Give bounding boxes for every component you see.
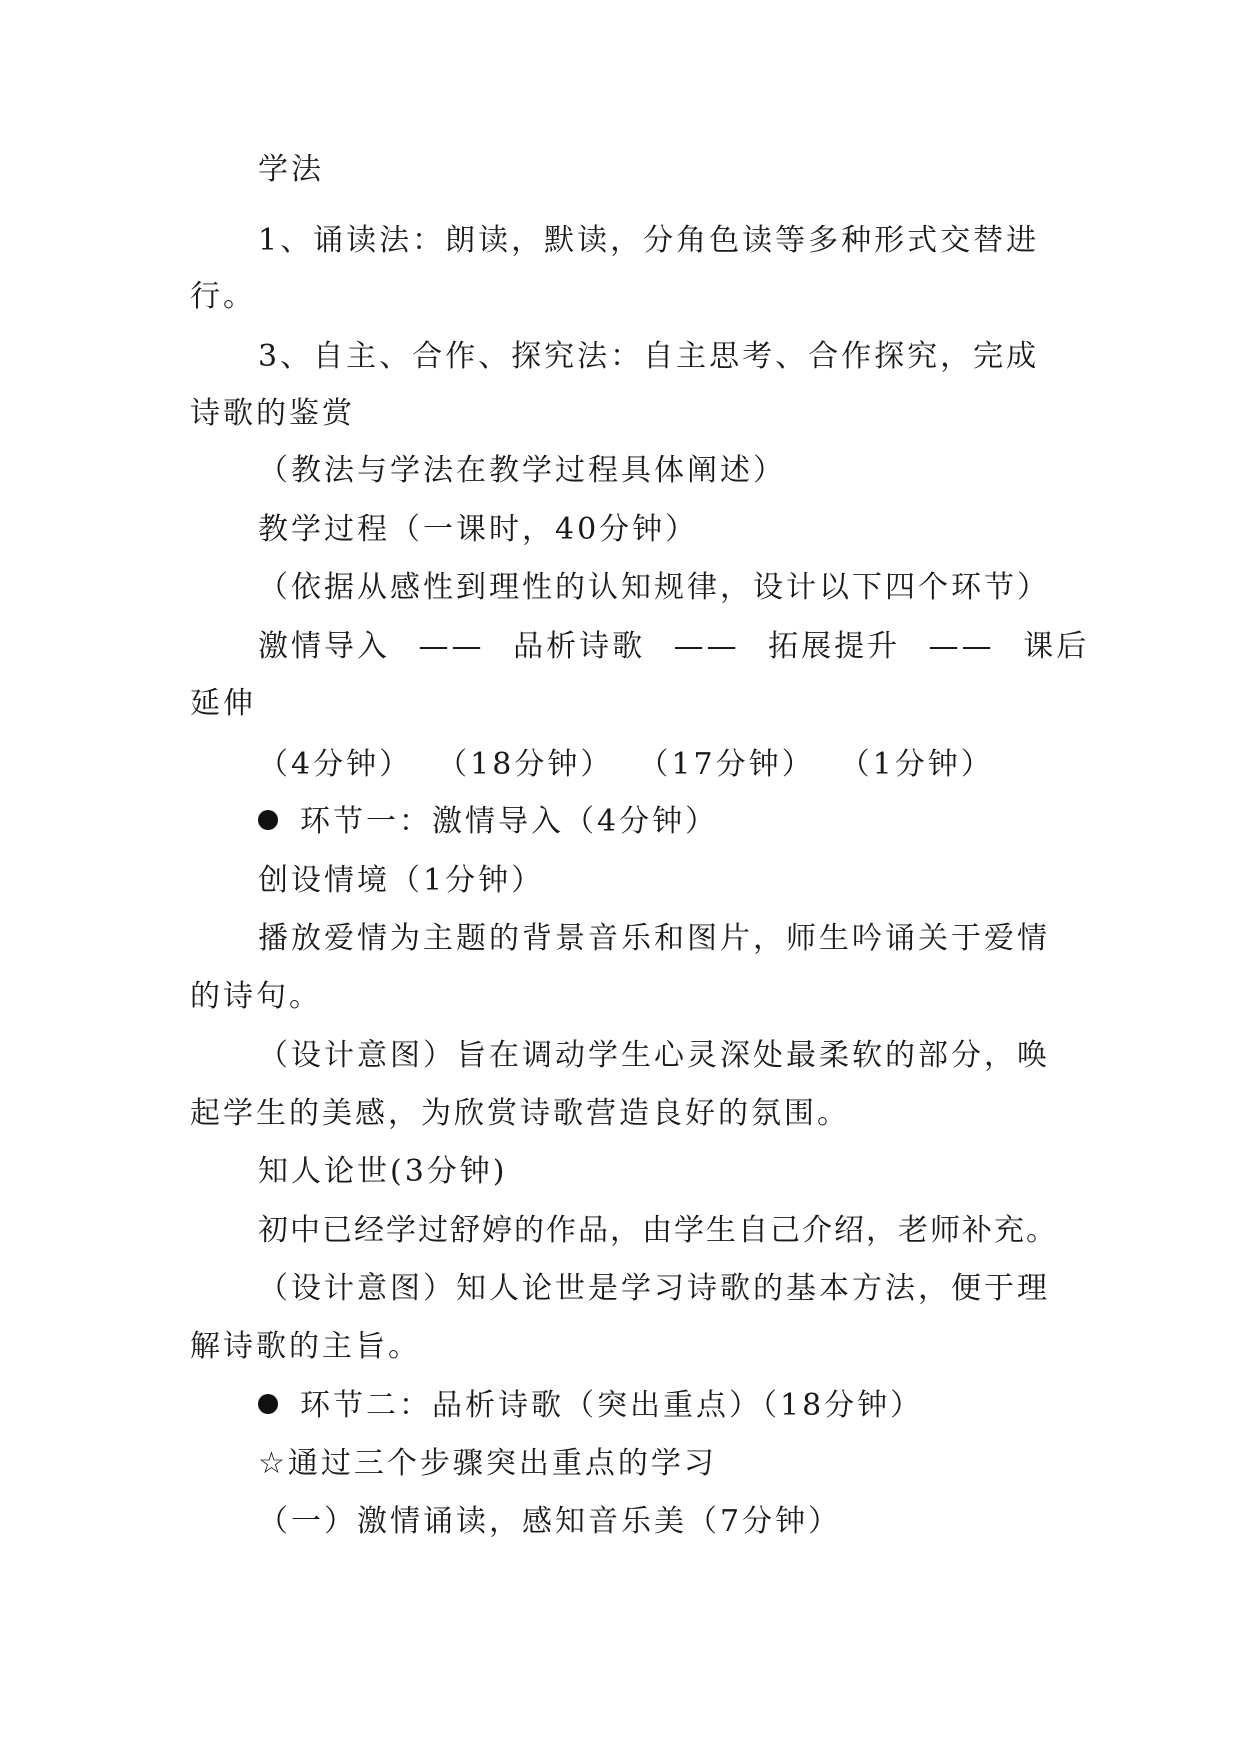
paragraph-line: （4分钟） （18分钟） （17分钟） （1分钟） xyxy=(258,747,994,782)
section-heading-text: 环节二：品析诗歌（突出重点）（18分钟） xyxy=(300,1388,924,1423)
paragraph-line: 3、自主、合作、探究法：自主思考、合作探究，完成 xyxy=(258,339,1040,374)
paragraph-line: （依据从感性到理性的认知规律，设计以下四个环节） xyxy=(258,570,1050,605)
star-line-text: 通过三个步骤突出重点的学习 xyxy=(287,1446,717,1481)
paragraph-line: （教法与学法在教学过程具体阐述） xyxy=(258,453,786,488)
paragraph-line: 播放爱情为主题的背景音乐和图片，师生吟诵关于爱情 xyxy=(258,921,1050,956)
paragraph-line: 解诗歌的主旨。 xyxy=(190,1329,421,1364)
paragraph-line: 初中已经学过舒婷的作品，由学生自己介绍，老师补充。 xyxy=(258,1213,1058,1248)
star-line xyxy=(258,1444,717,1484)
paragraph-line: 起学生的美感，为欣赏诗歌营造良好的氛围。 xyxy=(190,1096,850,1131)
paragraph-line: 行。 xyxy=(190,279,256,314)
bullet-icon xyxy=(258,810,278,830)
paragraph-line: 的诗句。 xyxy=(190,979,322,1014)
paragraph-line: 创设情境（1分钟） xyxy=(258,863,545,898)
section-heading xyxy=(258,802,718,842)
section-heading-text: 环节一：激情导入（4分钟） xyxy=(300,804,719,839)
paragraph-line: 诗歌的鉴赏 xyxy=(190,396,355,431)
paragraph-line: （设计意图）知人论世是学习诗歌的基本方法，便于理 xyxy=(258,1271,1050,1306)
paragraph-line: （一）激情诵读，感知音乐美（7分钟） xyxy=(258,1504,842,1539)
paragraph-line: 激情导入 —— 品析诗歌 —— 拓展提升 —— 课后 xyxy=(258,629,1090,664)
paragraph-line: 教学过程（一课时，40分钟） xyxy=(258,512,699,547)
paragraph-line: 知人论世(3分钟) xyxy=(258,1154,508,1189)
paragraph-line: （设计意图）旨在调动学生心灵深处最柔软的部分，唤 xyxy=(258,1038,1050,1073)
heading-study-methods: 学法 xyxy=(258,152,324,187)
star-icon: ☆ xyxy=(258,1446,288,1481)
section-heading xyxy=(258,1386,923,1426)
bullet-icon xyxy=(258,1394,278,1414)
paragraph-line: 1、诵读法：朗读，默读，分角色读等多种形式交替进 xyxy=(258,223,1040,258)
paragraph-line: 延伸 xyxy=(190,686,256,721)
